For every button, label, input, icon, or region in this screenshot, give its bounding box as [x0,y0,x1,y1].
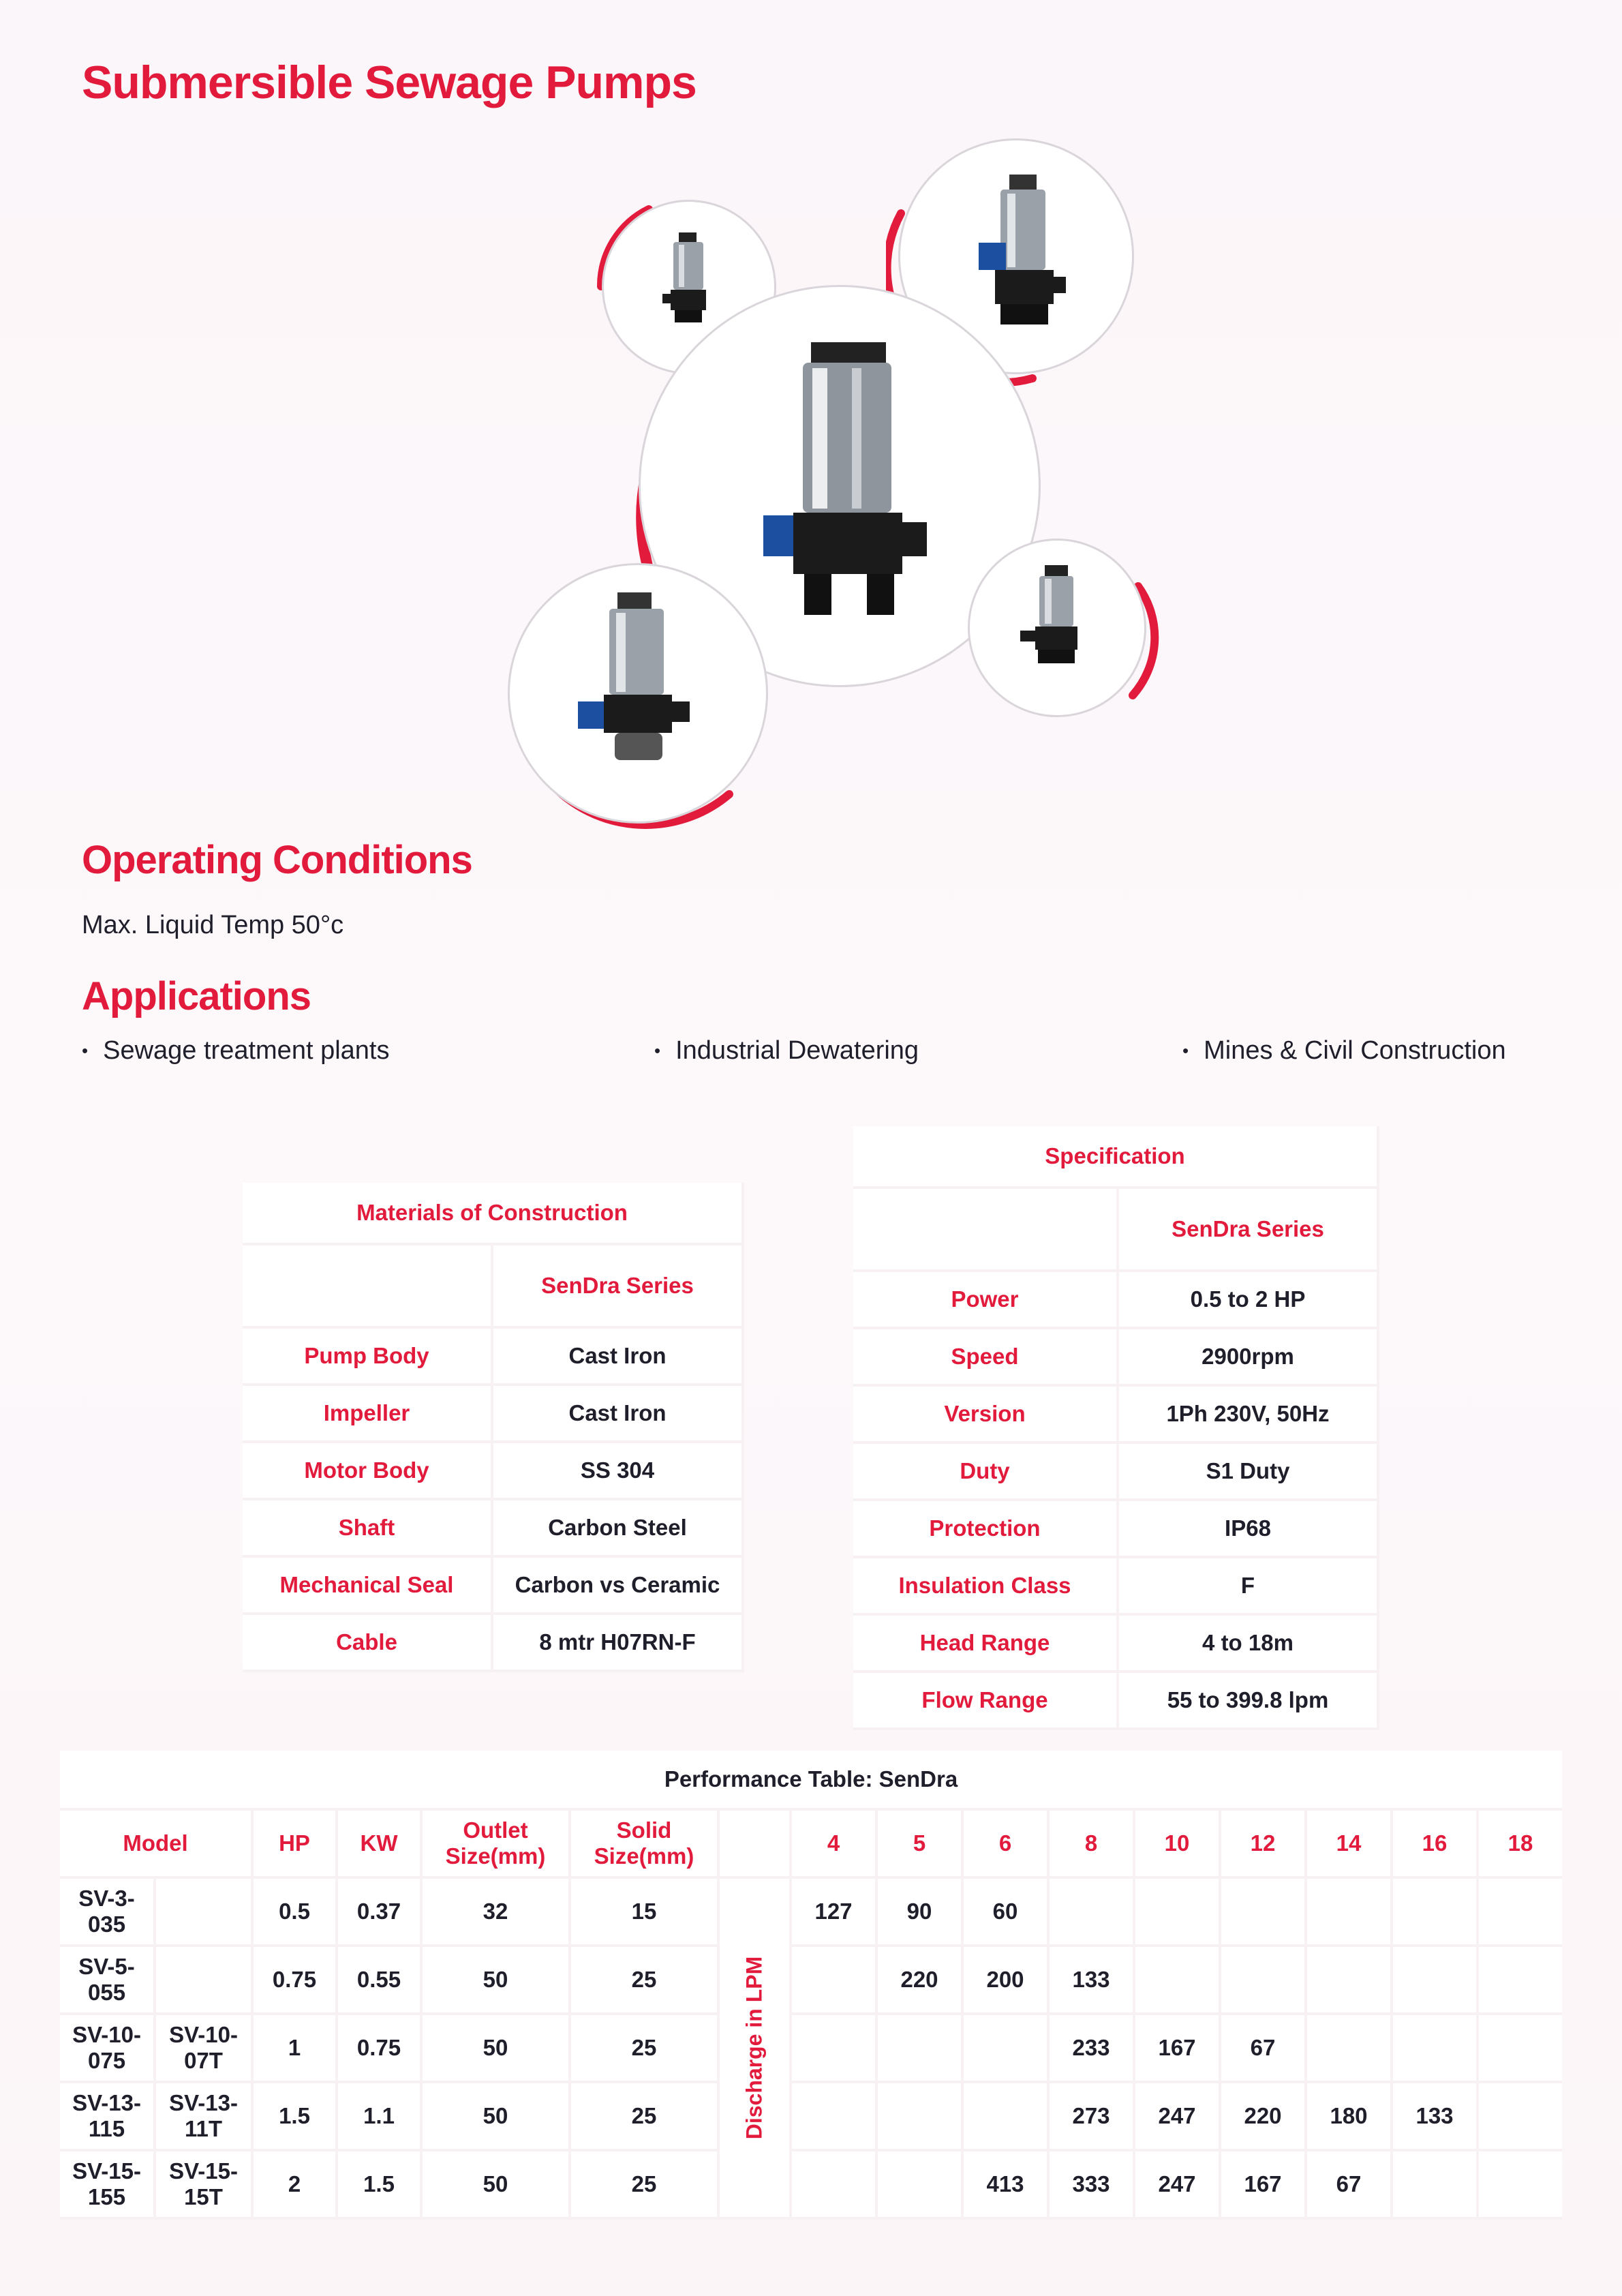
materials-label: Motor Body [243,1443,493,1500]
applications-heading: Applications [82,974,311,1018]
pump-image-small-3 [508,563,768,824]
materials-label: Shaft [243,1500,493,1558]
flow-cell [964,2083,1050,2151]
flow-cell [1479,1879,1562,1947]
flow-cell [878,2015,964,2083]
flow-cell [792,2151,878,2220]
flow-cell [1393,2151,1479,2220]
flow-cell [792,2015,878,2083]
outlet-cell: 32 [423,1879,571,1947]
flow-cell: 133 [1050,1947,1135,2015]
model-alt-cell [156,1947,254,2015]
flow-cell [1135,1947,1221,2015]
header-outlet-line2: Size(mm) [445,1843,546,1869]
pump-illustration [750,338,940,638]
table-row [60,2015,1562,2083]
materials-series: SenDra Series [493,1245,744,1329]
hp-cell: 0.75 [254,1947,338,2015]
spec-label: Protection [853,1501,1119,1558]
pump-illustration [570,586,706,790]
spec-value: 1Ph 230V, 50Hz [1119,1387,1379,1444]
header-kw: KW [338,1811,423,1879]
spec-value: S1 Duty [1119,1444,1379,1501]
model-cell: SV-10-075 [60,2015,156,2083]
flow-cell [792,2083,878,2151]
spec-value: IP68 [1119,1501,1379,1558]
hp-cell: 2 [254,2151,338,2220]
header-blank [720,1811,792,1879]
spec-value: 55 to 399.8 lpm [1119,1673,1379,1730]
kw-cell: 1.5 [338,2151,423,2220]
performance-title: Performance Table: SenDra [60,1751,1562,1811]
materials-value: SS 304 [493,1443,744,1500]
flow-cell: 167 [1221,2151,1307,2220]
flow-cell: 220 [1221,2083,1307,2151]
specification-table [853,1126,1379,1730]
flow-cell [878,2151,964,2220]
operating-conditions-heading: Operating Conditions [82,838,472,882]
bullet-icon: • [654,1040,661,1061]
flow-cell: 127 [792,1879,878,1947]
header-head: 8 [1050,1811,1135,1879]
flow-cell: 247 [1135,2151,1221,2220]
spec-value: 4 to 18m [1119,1616,1379,1673]
header-head: 6 [964,1811,1050,1879]
spec-label: Power [853,1272,1119,1329]
model-alt-cell: SV-13-11T [156,2083,254,2151]
header-head: 18 [1479,1811,1562,1879]
kw-cell: 0.75 [338,2015,423,2083]
header-hp: HP [254,1811,338,1879]
header-outlet [423,1811,571,1879]
flow-cell: 273 [1050,2083,1135,2151]
header-solid-line1: Solid [616,1817,672,1843]
application-label: Mines & Civil Construction [1204,1036,1506,1065]
hp-cell: 1 [254,2015,338,2083]
flow-cell [1479,2015,1562,2083]
solid-cell: 25 [571,2015,720,2083]
header-model: Model [60,1811,254,1879]
table-row [60,1947,1562,2015]
model-cell: SV-3-035 [60,1879,156,1947]
operating-conditions-text: Max. Liquid Temp 50°c [82,911,344,939]
materials-label: Pump Body [243,1329,493,1386]
page-title: Submersible Sewage Pumps [82,57,697,108]
application-label: Sewage treatment plants [103,1036,390,1065]
pump-illustration [1011,561,1099,691]
application-label: Industrial Dewatering [675,1036,919,1065]
flow-cell: 413 [964,2151,1050,2220]
bullet-icon: • [1182,1040,1189,1061]
outlet-cell: 50 [423,1947,571,2015]
flow-cell: 180 [1307,2083,1393,2151]
bullet-icon: • [82,1040,89,1061]
pump-image-small-4 [968,539,1146,717]
table-row [60,2151,1562,2220]
materials-label: Mechanical Seal [243,1558,493,1615]
spec-value: F [1119,1558,1379,1616]
specification-series: SenDra Series [1119,1189,1379,1272]
flow-cell [1479,1947,1562,2015]
header-head: 4 [792,1811,878,1879]
spec-value: 2900rpm [1119,1329,1379,1387]
flow-cell: 167 [1135,2015,1221,2083]
flow-cell: 200 [964,1947,1050,2015]
kw-cell: 1.1 [338,2083,423,2151]
performance-table [60,1751,1562,2220]
flow-cell [792,1947,878,2015]
materials-value: Carbon vs Ceramic [493,1558,744,1615]
flow-cell: 133 [1393,2083,1479,2151]
flow-cell [1050,1879,1135,1947]
spec-value: 0.5 to 2 HP [1119,1272,1379,1329]
flow-cell [1393,2015,1479,2083]
header-outlet-line1: Outlet [463,1817,528,1843]
materials-table [243,1183,744,1672]
model-cell: SV-13-115 [60,2083,156,2151]
header-head: 10 [1135,1811,1221,1879]
flow-cell [1393,1879,1479,1947]
flow-cell [1135,1879,1221,1947]
kw-cell: 0.37 [338,1879,423,1947]
header-solid [571,1811,720,1879]
model-cell: SV-15-155 [60,2151,156,2220]
model-alt-cell: SV-15-15T [156,2151,254,2220]
hp-cell: 1.5 [254,2083,338,2151]
application-item [654,1036,919,1066]
outlet-cell: 50 [423,2083,571,2151]
flow-cell [1479,2083,1562,2151]
flow-cell: 333 [1050,2151,1135,2220]
flow-cell [1393,1947,1479,2015]
discharge-label: Discharge in LPM [741,1956,767,2140]
flow-cell: 247 [1135,2083,1221,2151]
flow-cell [1307,1947,1393,2015]
flow-cell: 67 [1307,2151,1393,2220]
solid-cell: 15 [571,1879,720,1947]
materials-value: Carbon Steel [493,1500,744,1558]
header-head: 14 [1307,1811,1393,1879]
application-item [1182,1036,1506,1066]
flow-cell: 233 [1050,2015,1135,2083]
application-item [82,1036,389,1066]
solid-cell: 25 [571,1947,720,2015]
spec-label: Flow Range [853,1673,1119,1730]
header-head: 16 [1393,1811,1479,1879]
flow-cell [878,2083,964,2151]
header-solid-line2: Size(mm) [594,1843,694,1869]
flow-cell [1307,2015,1393,2083]
materials-title: Materials of Construction [243,1183,744,1245]
spec-label: Insulation Class [853,1558,1119,1616]
materials-value: Cast Iron [493,1386,744,1443]
flow-cell: 60 [964,1879,1050,1947]
flow-cell: 90 [878,1879,964,1947]
discharge-label-cell [720,1879,792,2220]
materials-value: 8 mtr H07RN-F [493,1615,744,1672]
flow-cell [1479,2151,1562,2220]
solid-cell: 25 [571,2151,720,2220]
hp-cell: 0.5 [254,1879,338,1947]
flow-cell: 220 [878,1947,964,2015]
spec-label: Speed [853,1329,1119,1387]
flow-cell [1307,1879,1393,1947]
spec-label: Version [853,1387,1119,1444]
materials-value: Cast Iron [493,1329,744,1386]
model-alt-cell: SV-10-07T [156,2015,254,2083]
blank-cell [243,1245,493,1329]
table-row [60,2083,1562,2151]
materials-label: Cable [243,1615,493,1672]
flow-cell [1221,1879,1307,1947]
spec-label: Head Range [853,1616,1119,1673]
kw-cell: 0.55 [338,1947,423,2015]
header-head: 5 [878,1811,964,1879]
blank-cell [853,1189,1119,1272]
specification-title: Specification [853,1126,1379,1189]
table-row [60,1879,1562,1947]
spec-label: Duty [853,1444,1119,1501]
flow-cell [1221,1947,1307,2015]
model-cell: SV-5-055 [60,1947,156,2015]
outlet-cell: 50 [423,2151,571,2220]
flow-cell: 67 [1221,2015,1307,2083]
flow-cell [964,2015,1050,2083]
model-alt-cell [156,1879,254,1947]
outlet-cell: 50 [423,2015,571,2083]
materials-label: Impeller [243,1386,493,1443]
solid-cell: 25 [571,2083,720,2151]
header-head: 12 [1221,1811,1307,1879]
